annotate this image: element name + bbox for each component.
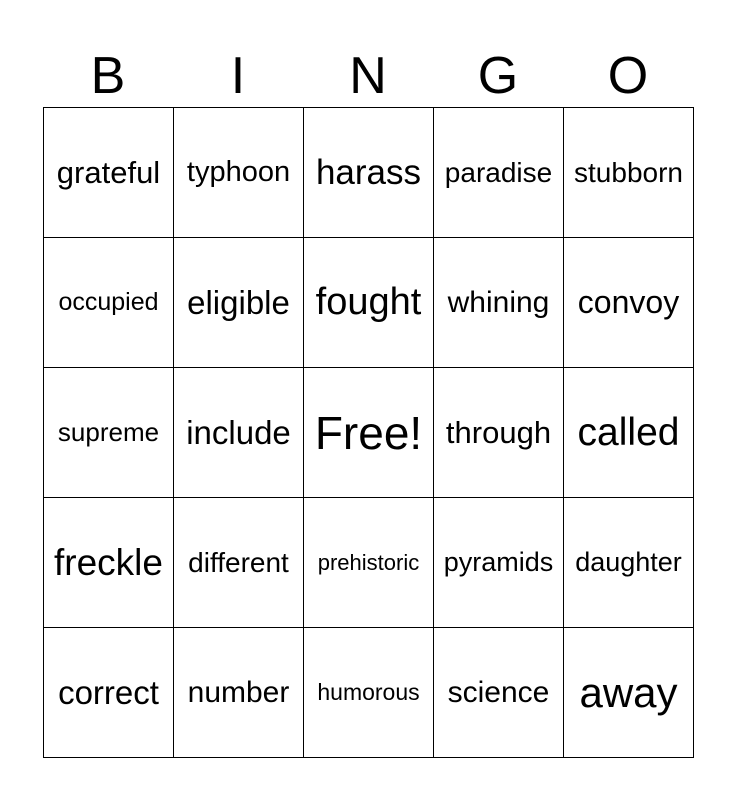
bingo-cell[interactable]: freckle (44, 498, 174, 628)
bingo-cell[interactable]: number (174, 628, 304, 758)
bingo-cell[interactable]: pyramids (434, 498, 564, 628)
bingo-cell[interactable]: include (174, 368, 304, 498)
bingo-cell[interactable]: typhoon (174, 108, 304, 238)
bingo-header (43, 44, 693, 108)
bingo-cell[interactable]: grateful (44, 108, 174, 238)
bingo-row (44, 498, 694, 628)
bingo-cell[interactable]: whining (434, 238, 564, 368)
bingo-row (44, 238, 694, 368)
bingo-cell[interactable]: convoy (564, 238, 694, 368)
free-space-cell[interactable]: Free! (304, 368, 434, 498)
bingo-cell[interactable]: stubborn (564, 108, 694, 238)
bingo-row (44, 108, 694, 238)
bingo-row (44, 628, 694, 758)
bingo-cell[interactable]: humorous (304, 628, 434, 758)
bingo-cell[interactable]: prehistoric (304, 498, 434, 628)
bingo-cell[interactable]: eligible (174, 238, 304, 368)
bingo-cell[interactable]: through (434, 368, 564, 498)
bingo-cell[interactable]: called (564, 368, 694, 498)
bingo-cell[interactable]: occupied (44, 238, 174, 368)
bingo-cell[interactable]: harass (304, 108, 434, 238)
bingo-row (44, 368, 694, 498)
header-letter-n: N (349, 47, 387, 105)
bingo-cell[interactable]: fought (304, 238, 434, 368)
header-letter-i: I (230, 47, 246, 105)
bingo-cell[interactable]: daughter (564, 498, 694, 628)
bingo-cell[interactable]: paradise (434, 108, 564, 238)
bingo-cell[interactable]: science (434, 628, 564, 758)
header-letter-g: G (477, 47, 519, 105)
bingo-cell[interactable]: supreme (44, 368, 174, 498)
header-letter-o: O (607, 47, 649, 105)
bingo-cell[interactable]: correct (44, 628, 174, 758)
bingo-cell[interactable]: away (564, 628, 694, 758)
bingo-card-grid (43, 107, 694, 758)
header-letter-b: B (90, 47, 126, 105)
bingo-cell[interactable]: different (174, 498, 304, 628)
